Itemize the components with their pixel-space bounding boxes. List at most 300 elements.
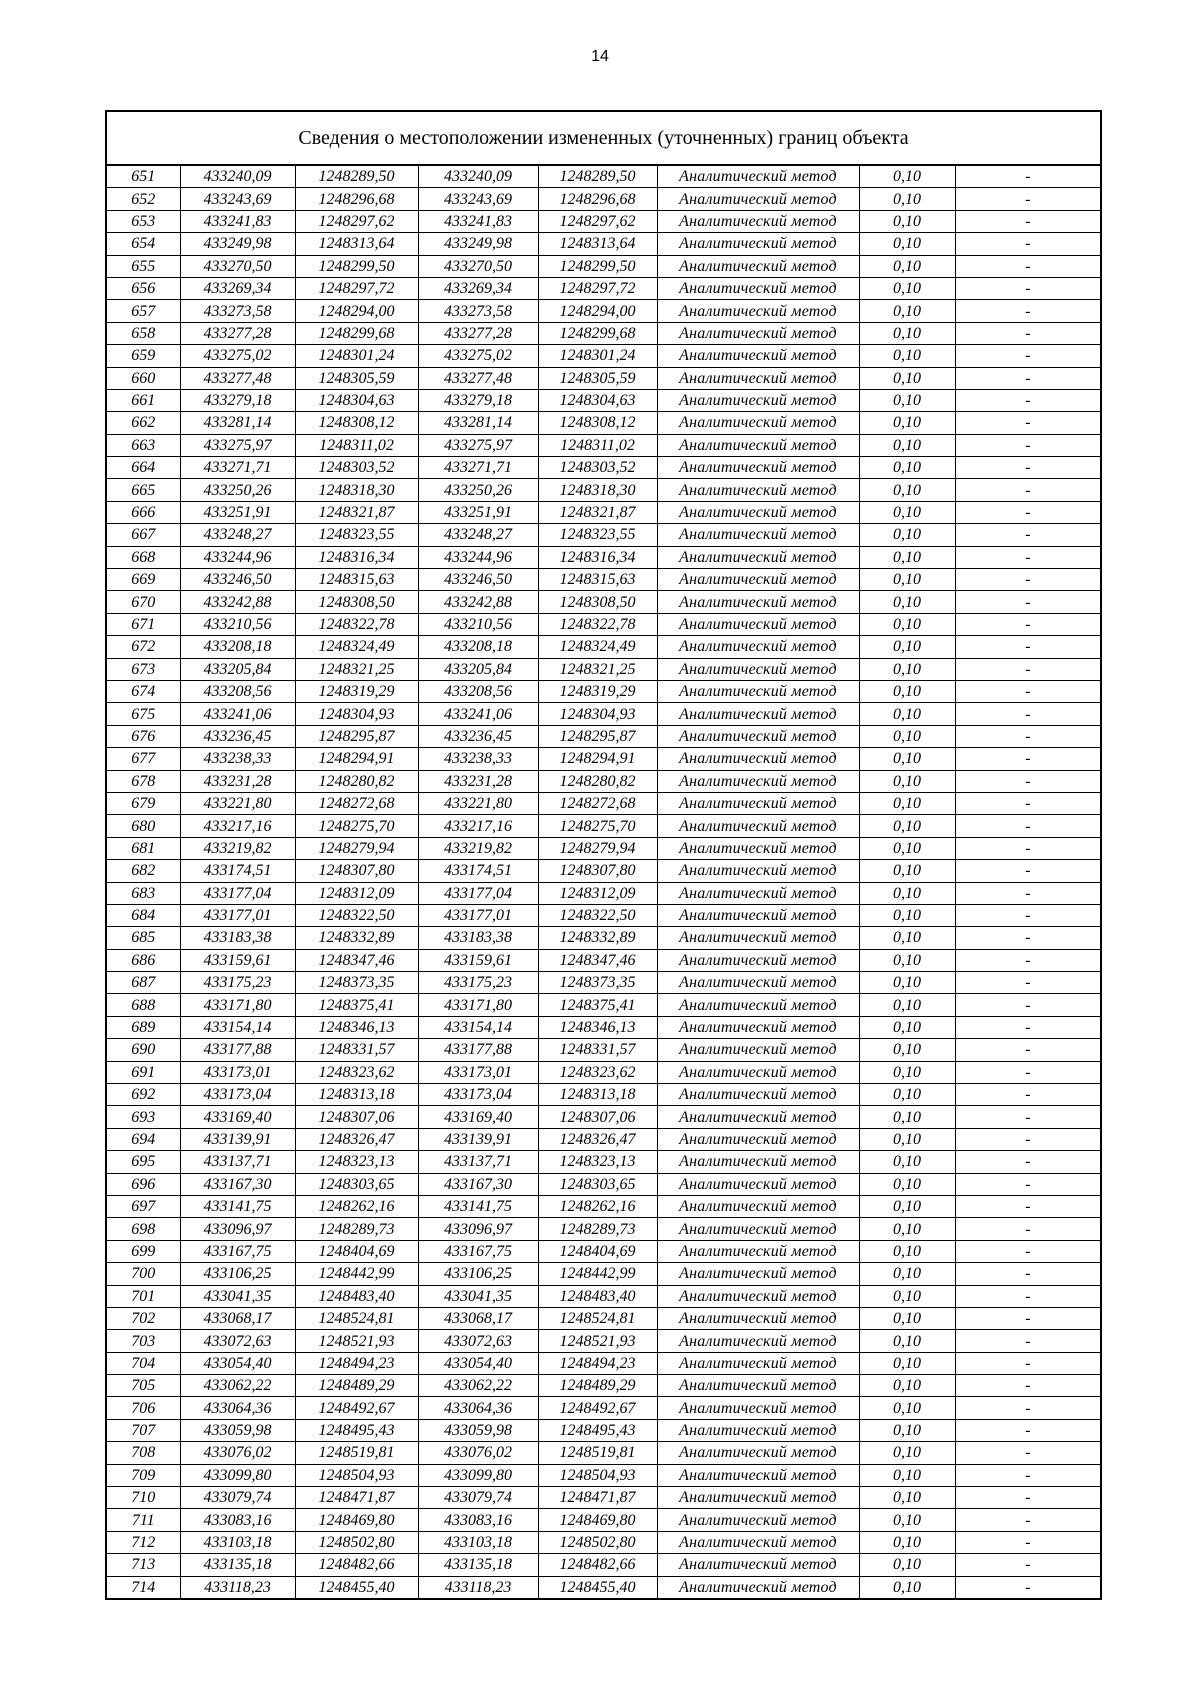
existing-x-cell: 433072,63 [180,1330,295,1352]
new-y-cell: 1248326,47 [538,1128,657,1150]
table-row [107,1352,1100,1374]
existing-y-cell: 1248323,13 [295,1151,418,1173]
existing-y-cell: 1248299,50 [295,255,418,277]
existing-x-cell: 433249,98 [180,233,295,255]
note-cell: - [955,1487,1100,1509]
new-x-cell: 433076,02 [418,1442,538,1464]
method-cell: Аналитический метод [657,1128,859,1150]
new-y-cell: 1248469,80 [538,1509,657,1531]
table-row [107,882,1100,904]
table-row [107,1554,1100,1576]
existing-y-cell: 1248455,40 [295,1576,418,1598]
accuracy-cell: 0,10 [859,1084,955,1106]
new-x-cell: 433246,50 [418,569,538,591]
accuracy-cell: 0,10 [859,1419,955,1441]
new-x-cell: 433250,26 [418,479,538,501]
existing-x-cell: 433279,18 [180,389,295,411]
new-y-cell: 1248471,87 [538,1487,657,1509]
new-y-cell: 1248483,40 [538,1285,657,1307]
new-x-cell: 433167,30 [418,1173,538,1195]
table-row [107,1531,1100,1553]
point-number-cell: 662 [107,412,180,434]
accuracy-cell: 0,10 [859,882,955,904]
new-y-cell: 1248303,52 [538,457,657,479]
existing-x-cell: 433250,26 [180,479,295,501]
existing-y-cell: 1248304,63 [295,389,418,411]
new-x-cell: 433141,75 [418,1195,538,1217]
method-cell: Аналитический метод [657,1487,859,1509]
method-cell: Аналитический метод [657,1218,859,1240]
method-cell: Аналитический метод [657,994,859,1016]
existing-x-cell: 433167,30 [180,1173,295,1195]
new-y-cell: 1248280,82 [538,770,657,792]
table-row [107,770,1100,792]
method-cell: Аналитический метод [657,882,859,904]
point-number-cell: 713 [107,1554,180,1576]
existing-x-cell: 433099,80 [180,1464,295,1486]
method-cell: Аналитический метод [657,457,859,479]
point-number-cell: 664 [107,457,180,479]
existing-y-cell: 1248280,82 [295,770,418,792]
table-row [107,1173,1100,1195]
method-cell: Аналитический метод [657,748,859,770]
point-number-cell: 656 [107,277,180,299]
existing-x-cell: 433054,40 [180,1352,295,1374]
accuracy-cell: 0,10 [859,1173,955,1195]
method-cell: Аналитический метод [657,546,859,568]
new-y-cell: 1248504,93 [538,1464,657,1486]
new-y-cell: 1248289,73 [538,1218,657,1240]
table-row [107,277,1100,299]
new-y-cell: 1248373,35 [538,972,657,994]
point-number-cell: 687 [107,972,180,994]
existing-x-cell: 433236,45 [180,725,295,747]
note-cell: - [955,1151,1100,1173]
accuracy-cell: 0,10 [859,1464,955,1486]
method-cell: Аналитический метод [657,277,859,299]
existing-y-cell: 1248469,80 [295,1509,418,1531]
existing-y-cell: 1248296,68 [295,188,418,210]
point-number-cell: 697 [107,1195,180,1217]
existing-y-cell: 1248294,00 [295,300,418,322]
method-cell: Аналитический метод [657,613,859,635]
existing-x-cell: 433275,97 [180,434,295,456]
new-x-cell: 433236,45 [418,725,538,747]
existing-y-cell: 1248346,13 [295,1016,418,1038]
existing-y-cell: 1248326,47 [295,1128,418,1150]
existing-x-cell: 433277,48 [180,367,295,389]
table-row [107,569,1100,591]
note-cell: - [955,658,1100,680]
existing-x-cell: 433173,01 [180,1061,295,1083]
method-cell: Аналитический метод [657,636,859,658]
note-cell: - [955,1084,1100,1106]
method-cell: Аналитический метод [657,1106,859,1128]
new-x-cell: 433243,69 [418,188,538,210]
note-cell: - [955,569,1100,591]
existing-y-cell: 1248279,94 [295,837,418,859]
note-cell: - [955,1240,1100,1262]
existing-x-cell: 433246,50 [180,569,295,591]
point-number-cell: 651 [107,166,180,188]
existing-x-cell: 433271,71 [180,457,295,479]
accuracy-cell: 0,10 [859,1016,955,1038]
note-cell: - [955,300,1100,322]
table-row [107,949,1100,971]
point-number-cell: 704 [107,1352,180,1374]
table-row [107,1195,1100,1217]
new-y-cell: 1248502,80 [538,1531,657,1553]
new-y-cell: 1248304,63 [538,389,657,411]
new-x-cell: 433275,02 [418,345,538,367]
point-number-cell: 675 [107,703,180,725]
accuracy-cell: 0,10 [859,904,955,926]
existing-y-cell: 1248375,41 [295,994,418,1016]
note-cell: - [955,725,1100,747]
existing-x-cell: 433064,36 [180,1397,295,1419]
existing-y-cell: 1248519,81 [295,1442,418,1464]
new-x-cell: 433219,82 [418,837,538,859]
new-y-cell: 1248299,68 [538,322,657,344]
method-cell: Аналитический метод [657,1195,859,1217]
existing-y-cell: 1248321,25 [295,658,418,680]
accuracy-cell: 0,10 [859,300,955,322]
accuracy-cell: 0,10 [859,1397,955,1419]
accuracy-cell: 0,10 [859,680,955,702]
existing-x-cell: 433240,09 [180,166,295,188]
note-cell: - [955,949,1100,971]
point-number-cell: 688 [107,994,180,1016]
existing-y-cell: 1248297,62 [295,210,418,232]
note-cell: - [955,972,1100,994]
note-cell: - [955,457,1100,479]
table-row [107,210,1100,232]
note-cell: - [955,389,1100,411]
table-row [107,434,1100,456]
point-number-cell: 703 [107,1330,180,1352]
new-x-cell: 433068,17 [418,1307,538,1329]
accuracy-cell: 0,10 [859,1531,955,1553]
note-cell: - [955,904,1100,926]
existing-y-cell: 1248524,81 [295,1307,418,1329]
method-cell: Аналитический метод [657,255,859,277]
new-x-cell: 433281,14 [418,412,538,434]
method-cell: Аналитический метод [657,1576,859,1598]
existing-x-cell: 433103,18 [180,1531,295,1553]
note-cell: - [955,1397,1100,1419]
method-cell: Аналитический метод [657,524,859,546]
new-y-cell: 1248311,02 [538,434,657,456]
new-y-cell: 1248321,25 [538,658,657,680]
note-cell: - [955,524,1100,546]
point-number-cell: 671 [107,613,180,635]
accuracy-cell: 0,10 [859,501,955,523]
accuracy-cell: 0,10 [859,770,955,792]
method-cell: Аналитический метод [657,367,859,389]
point-number-cell: 692 [107,1084,180,1106]
table-row [107,501,1100,523]
new-y-cell: 1248404,69 [538,1240,657,1262]
note-cell: - [955,322,1100,344]
table-row [107,680,1100,702]
existing-x-cell: 433210,56 [180,613,295,635]
method-cell: Аналитический метод [657,1016,859,1038]
accuracy-cell: 0,10 [859,1195,955,1217]
table-row [107,1442,1100,1464]
existing-y-cell: 1248322,50 [295,904,418,926]
new-x-cell: 433277,48 [418,367,538,389]
accuracy-cell: 0,10 [859,546,955,568]
new-x-cell: 433241,83 [418,210,538,232]
accuracy-cell: 0,10 [859,569,955,591]
new-y-cell: 1248492,67 [538,1397,657,1419]
new-x-cell: 433244,96 [418,546,538,568]
table-row [107,1106,1100,1128]
method-cell: Аналитический метод [657,860,859,882]
new-y-cell: 1248299,50 [538,255,657,277]
note-cell: - [955,613,1100,635]
new-y-cell: 1248482,66 [538,1554,657,1576]
existing-y-cell: 1248303,52 [295,457,418,479]
new-y-cell: 1248347,46 [538,949,657,971]
existing-y-cell: 1248492,67 [295,1397,418,1419]
accuracy-cell: 0,10 [859,972,955,994]
existing-x-cell: 433167,75 [180,1240,295,1262]
point-number-cell: 681 [107,837,180,859]
table-row [107,591,1100,613]
method-cell: Аналитический метод [657,479,859,501]
new-y-cell: 1248323,13 [538,1151,657,1173]
method-cell: Аналитический метод [657,949,859,971]
note-cell: - [955,680,1100,702]
table-row [107,255,1100,277]
note-cell: - [955,1509,1100,1531]
method-cell: Аналитический метод [657,792,859,814]
new-x-cell: 433251,91 [418,501,538,523]
existing-y-cell: 1248301,24 [295,345,418,367]
existing-y-cell: 1248404,69 [295,1240,418,1262]
note-cell: - [955,345,1100,367]
accuracy-cell: 0,10 [859,210,955,232]
new-x-cell: 433208,18 [418,636,538,658]
existing-x-cell: 433177,04 [180,882,295,904]
new-x-cell: 433099,80 [418,1464,538,1486]
method-cell: Аналитический метод [657,1375,859,1397]
table-row [107,792,1100,814]
method-cell: Аналитический метод [657,1531,859,1553]
existing-x-cell: 433183,38 [180,927,295,949]
note-cell: - [955,770,1100,792]
note-cell: - [955,1285,1100,1307]
method-cell: Аналитический метод [657,1330,859,1352]
accuracy-cell: 0,10 [859,1151,955,1173]
existing-x-cell: 433174,51 [180,860,295,882]
point-number-cell: 657 [107,300,180,322]
existing-x-cell: 433241,83 [180,210,295,232]
table-row [107,972,1100,994]
table-row [107,524,1100,546]
accuracy-cell: 0,10 [859,389,955,411]
point-number-cell: 698 [107,1218,180,1240]
accuracy-cell: 0,10 [859,1307,955,1329]
existing-y-cell: 1248307,06 [295,1106,418,1128]
existing-y-cell: 1248323,55 [295,524,418,546]
table-row [107,1576,1100,1598]
new-y-cell: 1248324,49 [538,636,657,658]
new-y-cell: 1248294,00 [538,300,657,322]
point-number-cell: 654 [107,233,180,255]
table-row [107,1016,1100,1038]
existing-y-cell: 1248322,78 [295,613,418,635]
existing-y-cell: 1248315,63 [295,569,418,591]
new-x-cell: 433041,35 [418,1285,538,1307]
method-cell: Аналитический метод [657,1061,859,1083]
note-cell: - [955,546,1100,568]
existing-y-cell: 1248304,93 [295,703,418,725]
existing-y-cell: 1248521,93 [295,1330,418,1352]
new-y-cell: 1248297,72 [538,277,657,299]
table-row [107,1330,1100,1352]
table-body [107,166,1100,1598]
point-number-cell: 659 [107,345,180,367]
existing-x-cell: 433059,98 [180,1419,295,1441]
new-y-cell: 1248275,70 [538,815,657,837]
note-cell: - [955,1195,1100,1217]
note-cell: - [955,1061,1100,1083]
existing-x-cell: 433251,91 [180,501,295,523]
point-number-cell: 701 [107,1285,180,1307]
method-cell: Аналитический метод [657,345,859,367]
new-x-cell: 433273,58 [418,300,538,322]
existing-x-cell: 433106,25 [180,1263,295,1285]
new-x-cell: 433135,18 [418,1554,538,1576]
method-cell: Аналитический метод [657,1240,859,1262]
new-x-cell: 433054,40 [418,1352,538,1374]
note-cell: - [955,1419,1100,1441]
new-x-cell: 433269,34 [418,277,538,299]
existing-y-cell: 1248373,35 [295,972,418,994]
new-y-cell: 1248316,34 [538,546,657,568]
method-cell: Аналитический метод [657,322,859,344]
new-y-cell: 1248524,81 [538,1307,657,1329]
new-x-cell: 433169,40 [418,1106,538,1128]
method-cell: Аналитический метод [657,1039,859,1061]
new-y-cell: 1248331,57 [538,1039,657,1061]
new-x-cell: 433177,04 [418,882,538,904]
accuracy-cell: 0,10 [859,188,955,210]
existing-y-cell: 1248313,18 [295,1084,418,1106]
existing-x-cell: 433241,06 [180,703,295,725]
accuracy-cell: 0,10 [859,277,955,299]
point-number-cell: 693 [107,1106,180,1128]
new-x-cell: 433118,23 [418,1576,538,1598]
point-number-cell: 707 [107,1419,180,1441]
method-cell: Аналитический метод [657,569,859,591]
accuracy-cell: 0,10 [859,1576,955,1598]
accuracy-cell: 0,10 [859,412,955,434]
existing-x-cell: 433169,40 [180,1106,295,1128]
point-number-cell: 677 [107,748,180,770]
note-cell: - [955,1375,1100,1397]
method-cell: Аналитический метод [657,389,859,411]
existing-x-cell: 433175,23 [180,972,295,994]
method-cell: Аналитический метод [657,501,859,523]
note-cell: - [955,210,1100,232]
new-y-cell: 1248305,59 [538,367,657,389]
accuracy-cell: 0,10 [859,1442,955,1464]
new-x-cell: 433139,91 [418,1128,538,1150]
note-cell: - [955,166,1100,188]
existing-x-cell: 433205,84 [180,658,295,680]
note-cell: - [955,188,1100,210]
existing-x-cell: 433281,14 [180,412,295,434]
accuracy-cell: 0,10 [859,949,955,971]
point-number-cell: 702 [107,1307,180,1329]
new-y-cell: 1248294,91 [538,748,657,770]
point-number-cell: 652 [107,188,180,210]
new-y-cell: 1248323,62 [538,1061,657,1083]
existing-x-cell: 433238,33 [180,748,295,770]
new-x-cell: 433271,71 [418,457,538,479]
table-row [107,748,1100,770]
accuracy-cell: 0,10 [859,1263,955,1285]
table-row [107,837,1100,859]
point-number-cell: 684 [107,904,180,926]
point-number-cell: 690 [107,1039,180,1061]
new-y-cell: 1248495,43 [538,1419,657,1441]
table-row [107,815,1100,837]
point-number-cell: 658 [107,322,180,344]
accuracy-cell: 0,10 [859,837,955,859]
existing-x-cell: 433244,96 [180,546,295,568]
note-cell: - [955,434,1100,456]
existing-x-cell: 433231,28 [180,770,295,792]
new-x-cell: 433079,74 [418,1487,538,1509]
point-number-cell: 678 [107,770,180,792]
table-row [107,389,1100,411]
new-y-cell: 1248455,40 [538,1576,657,1598]
note-cell: - [955,1218,1100,1240]
accuracy-cell: 0,10 [859,1061,955,1083]
existing-y-cell: 1248272,68 [295,792,418,814]
accuracy-cell: 0,10 [859,815,955,837]
point-number-cell: 653 [107,210,180,232]
method-cell: Аналитический метод [657,972,859,994]
existing-y-cell: 1248483,40 [295,1285,418,1307]
existing-y-cell: 1248471,87 [295,1487,418,1509]
new-x-cell: 433177,88 [418,1039,538,1061]
new-y-cell: 1248322,50 [538,904,657,926]
point-number-cell: 711 [107,1509,180,1531]
point-number-cell: 665 [107,479,180,501]
existing-y-cell: 1248307,80 [295,860,418,882]
method-cell: Аналитический метод [657,188,859,210]
new-y-cell: 1248519,81 [538,1442,657,1464]
method-cell: Аналитический метод [657,1554,859,1576]
table-row [107,1084,1100,1106]
accuracy-cell: 0,10 [859,748,955,770]
accuracy-cell: 0,10 [859,725,955,747]
existing-x-cell: 433270,50 [180,255,295,277]
existing-x-cell: 433076,02 [180,1442,295,1464]
table-row [107,860,1100,882]
point-number-cell: 667 [107,524,180,546]
existing-y-cell: 1248312,09 [295,882,418,904]
note-cell: - [1025,1578,1031,1596]
new-x-cell: 433137,71 [418,1151,538,1173]
accuracy-cell: 0,10 [859,636,955,658]
existing-x-cell: 433118,23 [180,1576,295,1598]
